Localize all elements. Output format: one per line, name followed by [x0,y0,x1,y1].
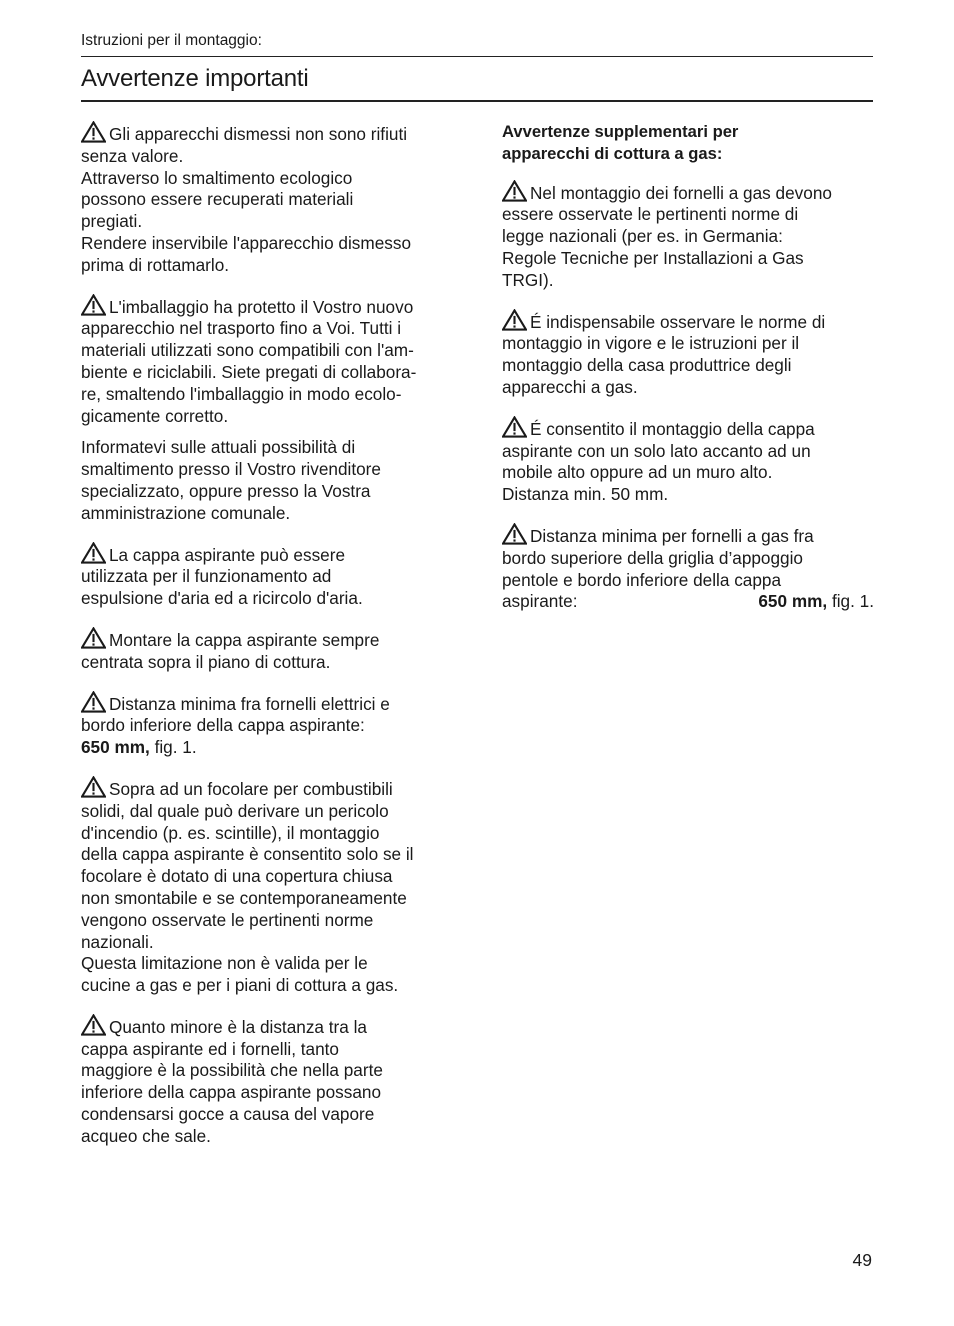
text-line: É consentito il montaggio della cappa [530,418,815,439]
text-line: acqueo che sale. [81,1125,211,1146]
text-line: vengono osservate le pertinenti norme [81,909,374,930]
text-line: smaltimento presso il Vostro rivenditore [81,459,381,480]
warning-paragraph [81,121,453,277]
warning-triangle-icon [502,180,527,202]
text-line: É indispensabile osservare le norme di [530,311,826,332]
text-line: La cappa aspirante può essere [109,544,346,565]
text-line: prima di rottamarlo. [81,254,230,275]
warning-paragraph [502,180,874,292]
text-line: L'imballaggio ha protetto il Vostro nuovo [109,296,414,317]
figure-reference: fig. 1. [154,737,197,758]
text-line: senza valore. [81,145,184,166]
warning-paragraph [81,542,453,610]
text-line: Nel montaggio dei fornelli a gas devono [530,182,832,203]
text-line: biente e riciclabili. Siete pregati di collabora- [81,361,417,382]
warning-paragraph [81,627,453,674]
text-line: essere osservate le pertinenti norme di [502,204,799,225]
warning-triangle-icon [81,542,106,564]
text-line: pregiati. [81,211,143,232]
text-line: apparecchi a gas. [502,376,638,397]
subheading-line: Avvertenze supplementari per [502,122,739,141]
text-line: non smontabile e se contemporaneamente [81,887,407,908]
text-line: Distanza minima per fornelli a gas fra [530,525,814,546]
distance-line [502,591,874,613]
text-line: centrata sopra il piano di cottura. [81,651,331,672]
text-line: re, smaltendo l'imballaggio in modo ecolo- [81,383,402,404]
warning-paragraph [81,691,453,759]
page-number: 49 [852,1250,872,1270]
text-line: nazionali. [81,931,154,952]
text-line: condensarsi gocce a causa del vapore [81,1104,375,1125]
text-line: inferiore della cappa aspirante possano [81,1082,382,1103]
section-label: Istruzioni per il montaggio: [81,32,262,49]
text-line: cappa aspirante ed i fornelli, tanto [81,1038,339,1059]
text-paragraph [81,437,453,524]
warning-paragraph [502,523,874,613]
text-line: aspirante con un solo lato accanto ad un [502,440,811,461]
text-line: espulsione d'aria ed a ricircolo d'aria. [81,588,363,609]
figure-reference: fig. 1. [831,591,874,612]
text-line: aspirante: [502,591,578,612]
warning-triangle-icon [502,523,527,545]
page-title: Avvertenze importanti [81,65,309,92]
text-line: mobile alto oppure ad un muro alto. [502,462,773,483]
text-line: focolare è dotato di una copertura chiusa [81,866,393,887]
text-line: gicamente corretto. [81,405,229,426]
text-line: amministrazione comunale. [81,502,291,523]
text-line: specializzato, oppure presso la Vostra [81,480,371,501]
warning-triangle-icon [81,776,106,798]
warning-triangle-icon [81,121,106,143]
text-line: cucine a gas e per i piani di cottura a gas. [81,975,399,996]
page-header [81,31,873,102]
text-line: materiali utilizzati sono compatibili con l'am- [81,340,414,361]
text-line: montaggio in vigore e le istruzioni per il [502,333,800,354]
warning-paragraph [502,309,874,399]
right-column [502,121,874,630]
text-line: Quanto minore è la distanza tra la [109,1016,367,1037]
text-line: Montare la cappa aspirante sempre [109,629,380,650]
text-line: bordo superiore della griglia d’appoggio [502,547,803,568]
text-line: apparecchio nel trasporto fino a Voi. Tutti i [81,318,402,339]
text-line: Distanza minima fra fornelli elettrici e [109,693,390,714]
warning-paragraph [502,416,874,506]
warning-paragraph [81,776,453,997]
text-line: bordo inferiore della cappa aspirante: [81,715,365,736]
section-subheading [502,121,874,165]
warning-triangle-icon [81,294,106,316]
text-line: pentole e bordo inferiore della cappa [502,569,782,590]
distance-value: 650 mm, [758,591,828,612]
warning-paragraph [81,294,453,428]
text-line: Attraverso lo smaltimento ecologico [81,167,353,188]
subheading-line: apparecchi di cottura a gas: [502,143,723,163]
warning-triangle-icon [81,1014,106,1036]
warning-triangle-icon [81,627,106,649]
text-line: possono essere recuperati materiali [81,189,354,210]
text-line: TRGI). [502,269,554,290]
text-line: Rendere inservibile l'apparecchio dismesso [81,232,412,253]
text-line: Informatevi sulle attuali possibilità di [81,437,356,458]
text-line: utilizzata per il funzionamento ad [81,566,332,587]
text-line: solidi, dal quale può derivare un pericolo [81,800,389,821]
text-line: Distanza min. 50 mm. [502,484,669,505]
text-line: Questa limitazione non è valida per le [81,953,368,974]
text-line: Gli apparecchi dismessi non sono rifiuti [109,124,408,144]
header-divider [81,56,873,57]
title-divider [81,100,873,102]
warning-triangle-icon [81,691,106,713]
left-column [81,121,453,1165]
text-line: della cappa aspirante è consentito solo se il [81,844,414,865]
warning-paragraph [81,1014,453,1148]
text-line: legge nazionali (per es. in Germania: [502,226,783,247]
text-line: Sopra ad un focolare per combustibili [109,778,393,799]
text-line: montaggio della casa produttrice degli [502,355,792,376]
text-line: Regole Tecniche per Installazioni a Gas [502,247,804,268]
distance-value: 650 mm, [81,737,150,758]
warning-triangle-icon [502,309,527,331]
warning-triangle-icon [502,416,527,438]
text-line: maggiore è la possibilità che nella parte [81,1060,383,1081]
text-line: d'incendio (p. es. scintille), il montaggio [81,822,380,843]
